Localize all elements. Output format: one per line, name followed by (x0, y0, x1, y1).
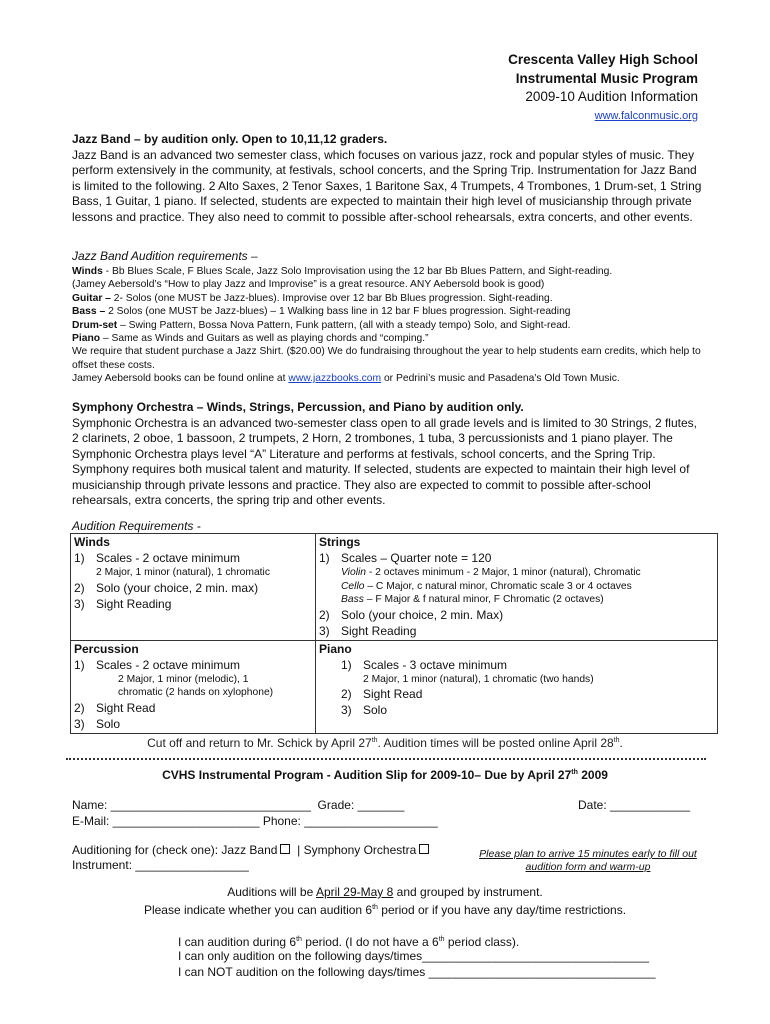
item-text: Scales - 3 octave minimum (363, 657, 508, 672)
bass-label: Bass (341, 594, 364, 605)
violin-text: - 2 octaves minimum - 2 Major, 1 minor (natural), Chromatic (366, 567, 641, 578)
item-text: Solo (96, 716, 121, 731)
symphony-label: | Symphony Orchestra (290, 843, 417, 857)
school-name: Crescenta Valley High School (508, 52, 698, 67)
winds-title: Winds (74, 535, 110, 549)
item-text: Solo (your choice, 2 min. max) (96, 580, 259, 595)
jazz-heading: Jazz Band – by audition only. Open to 10,11,12 graders. (72, 132, 388, 146)
indicate-text-end: period or if you have any day/time restrictions. (377, 903, 627, 917)
item-text: Sight Reading (96, 596, 172, 611)
cello-label: Cello (341, 580, 365, 592)
auditions-text: Auditions will be (227, 885, 316, 899)
winds-cell (71, 534, 316, 641)
item-text: Solo (your choice, 2 min. Max) (341, 607, 504, 622)
piano-label: Piano (72, 333, 101, 345)
winds-requirement (72, 265, 712, 278)
piano-requirement (72, 332, 712, 345)
period: . (619, 736, 623, 750)
aebersold-note: (Jamey Aebersold’s “How to play Jazz and Improvise” is a great resource. ANY Aebersold book is good) (72, 279, 545, 291)
jazz-requirements (72, 265, 712, 386)
slip-title (0, 768, 770, 782)
winds-item-2 (74, 580, 312, 596)
item-text: Scales - 2 octave minimum (96, 657, 241, 672)
audition-for-label: Auditioning for (check one): Jazz Band (72, 843, 278, 857)
bass-detail (319, 593, 714, 607)
item-number: 3) (319, 623, 330, 638)
superscript: th (613, 737, 620, 744)
strings-item-1 (319, 550, 714, 566)
audition-choice-line (72, 842, 429, 858)
arrival-note: Please plan to arrive 15 minutes early to fill out audition form and warm-up (479, 848, 697, 873)
document-header (508, 50, 698, 124)
instrument-field[interactable]: Instrument: _________________ (72, 858, 249, 872)
audition-requirements-title: Audition Requirements - (72, 519, 201, 533)
program-name: Instrumental Music Program (515, 71, 698, 86)
strings-cell (316, 534, 718, 641)
strings-title: Strings (319, 535, 361, 549)
winds-item-3 (74, 596, 312, 612)
auditions-dates-line (0, 884, 770, 900)
percussion-title: Percussion (74, 641, 139, 656)
item-text: Sight Read (96, 700, 156, 715)
item-text: Sight Reading (341, 623, 417, 638)
auditions-text-end: and grouped by instrument. (393, 885, 543, 899)
piano-title: Piano (319, 641, 352, 656)
posted-text: . Audition times will be posted online April 28 (377, 736, 614, 750)
item-number: 1) (74, 551, 85, 565)
jazz-band-section (72, 132, 702, 225)
winds-item-1 (74, 550, 312, 566)
violin-detail (319, 566, 714, 580)
option-text: period. (I do not have a 6 (301, 935, 439, 949)
jazzbooks-link[interactable]: www.jazzbooks.com (288, 373, 382, 385)
item-number: 3) (74, 716, 85, 731)
strings-item-3 (319, 623, 714, 639)
percussion-item-3 (74, 716, 312, 732)
option-text: period class). (444, 935, 520, 949)
jazz-description: Jazz Band is an advanced two semester class, which focuses on various jazz, rock and popular styles of music. They perform extensively in the community, at festivals, school concerts, and the Spring Trip. Instrumentation for Jazz Band is limited to the following. 2 Alto Saxes, 2 Tenor Saxes, 1 Baritone Sax, 4 Trumpets, 4 Trombones, 1 Drum-set, 1 String Bass, 1 Guitar, 1 piano. If selected, students are expected to maintain their high level of musicianship through private lessons and practice. They also need to commit to possible after-school rehearsals, extra concerts, and other events. (72, 147, 702, 224)
piano-text: – Same as Winds and Guitars as well as playing chords and “comping.” (100, 333, 429, 345)
auditions-dates: April 29-May 8 (315, 885, 394, 899)
item-number: 2) (74, 580, 85, 595)
bass-label: Bass – (72, 306, 106, 318)
superscript: th (372, 904, 378, 911)
jazz-band-checkbox[interactable] (280, 844, 290, 854)
website-link[interactable]: www.falconmusic.org (594, 110, 698, 122)
jazz-shirt-note: We require that student purchase a Jazz Shirt. ($20.00) We do fundraising throughout the year to help students earn credits, which help to offset these costs. (72, 346, 701, 371)
cello-detail (319, 580, 714, 594)
drum-label: Drum-set (72, 319, 118, 331)
guitar-requirement (72, 292, 712, 305)
bass-requirement (72, 305, 712, 318)
piano-item-1 (319, 657, 714, 673)
date-field[interactable]: Date: ____________ (578, 798, 691, 812)
item-number: 2) (341, 687, 352, 701)
cello-text: – C Major, c natural minor, Chromatic scale 3 or 4 octaves (364, 580, 632, 592)
winds-text: - Bb Blues Scale, F Blues Scale, Jazz Solo Improvisation using the 12 bar Bb Blues Pattern, and Sight-reading. (102, 266, 613, 277)
symphony-checkbox[interactable] (419, 844, 429, 854)
percussion-detail-2: chromatic (2 hands on xylophone) (118, 687, 274, 698)
superscript: th (571, 769, 578, 776)
violin-label: Violin (341, 567, 366, 578)
slip-title-text: CVHS Instrumental Program - Audition Slip for 2009-10– Due by April 27 (162, 768, 572, 782)
requirements-table (70, 533, 718, 734)
superscript: th (438, 936, 445, 943)
piano-item-3 (319, 702, 714, 718)
strings-item-2 (319, 607, 714, 623)
item-text: Sight Read (363, 687, 423, 701)
percussion-item-1 (74, 657, 312, 673)
books-text: Jamey Aebersold books can be found online at (72, 373, 289, 385)
item-number: 1) (319, 551, 330, 565)
item-number: 1) (74, 657, 85, 672)
drum-text: – Swing Pattern, Bossa Nova Pattern, Funk pattern, (all with a steady tempo) Solo, and Sight-read. (117, 319, 571, 331)
slip-title-year: 2009 (577, 768, 608, 782)
item-number: 3) (74, 596, 85, 611)
percussion-cell (71, 640, 316, 733)
books-text-end: or Pedrini’s music and Pasadena’s Old Town Music. (381, 373, 620, 385)
percussion-detail-1: 2 Major, 1 minor (melodic), 1 (118, 673, 249, 685)
cutoff-notice (0, 736, 770, 750)
guitar-label: Guitar – (72, 292, 111, 304)
drum-requirement (72, 319, 712, 332)
item-number: 3) (341, 703, 352, 717)
item-number: 2) (74, 700, 85, 715)
symphony-description: Symphonic Orchestra is an advanced two-semester class open to all grade levels and is limited to 30 Strings, 2 flutes, 2 clarinets, 2 oboe, 1 bassoon, 2 trumpets, 2 Horn, 2 trombones, 1 tuba, 3 percussionists and 1 piano player. The Symphonic Orchestra plays level “A” Literature and performs at festivals, school concerts, and the Spring Trip. Symphony requires both musical talent and maturity. If selected, students are expected to maintain their high level of musicianship through private lessons and practice. They also are expected to commit to possible after-school rehearsals, extra concerts, the spring trip and other events. (72, 415, 697, 507)
jazz-requirements-title: Jazz Band Audition requirements – (72, 249, 258, 263)
books-note (72, 372, 712, 385)
indicate-text: Please indicate whether you can audition 6 (143, 903, 373, 917)
symphony-section (72, 400, 702, 509)
symphony-heading: Symphony Orchestra – Winds, Strings, Percussion, and Piano by audition only. (72, 400, 524, 414)
not-days-field[interactable]: I can NOT audition on the following days/times __________________________________ (178, 965, 656, 979)
superscript: th (296, 936, 302, 943)
winds-label: Winds (72, 266, 103, 277)
indicate-line (0, 900, 770, 918)
option-text: I can audition during 6 (178, 935, 297, 949)
superscript: th (371, 737, 378, 744)
email-phone-field[interactable]: E-Mail: ______________________ Phone: ____________________ (72, 814, 438, 828)
piano-cell (316, 640, 718, 733)
bass-text: – F Major & f natural minor, F Chromatic (2 octaves) (363, 594, 604, 605)
item-number: 1) (341, 657, 352, 672)
cut-line-divider (66, 758, 706, 760)
guitar-text: 2- Solos (one MUST be Jazz-blues). Improvise over 12 bar Bb Blues progression. Sight-reading. (110, 292, 553, 304)
piano-detail: 2 Major, 1 minor (natural), 1 chromatic (two hands) (363, 673, 594, 685)
item-text: Scales - 2 octave minimum (96, 551, 241, 565)
only-days-field[interactable]: I can only audition on the following days/times__________________________________ (178, 949, 650, 963)
item-text: Solo (363, 703, 388, 717)
bass-text: 2 Solos (one MUST be Jazz-blues) – 1 Walking bass line in 12 bar F blues progression. Sight-reading (105, 306, 571, 318)
document-subtitle: 2009-10 Audition Information (525, 89, 698, 104)
piano-item-2 (319, 686, 714, 702)
percussion-item-2 (74, 700, 312, 716)
item-number: 2) (319, 607, 330, 622)
winds-item-1-detail: 2 Major, 1 minor (natural), 1 chromatic (96, 567, 270, 578)
name-grade-field[interactable]: Name: ______________________________ Grade: _______ (72, 798, 405, 812)
cutoff-text: Cut off and return to Mr. Schick by April 27 (147, 736, 372, 750)
item-text: Scales – Quarter note = 120 (341, 551, 492, 565)
